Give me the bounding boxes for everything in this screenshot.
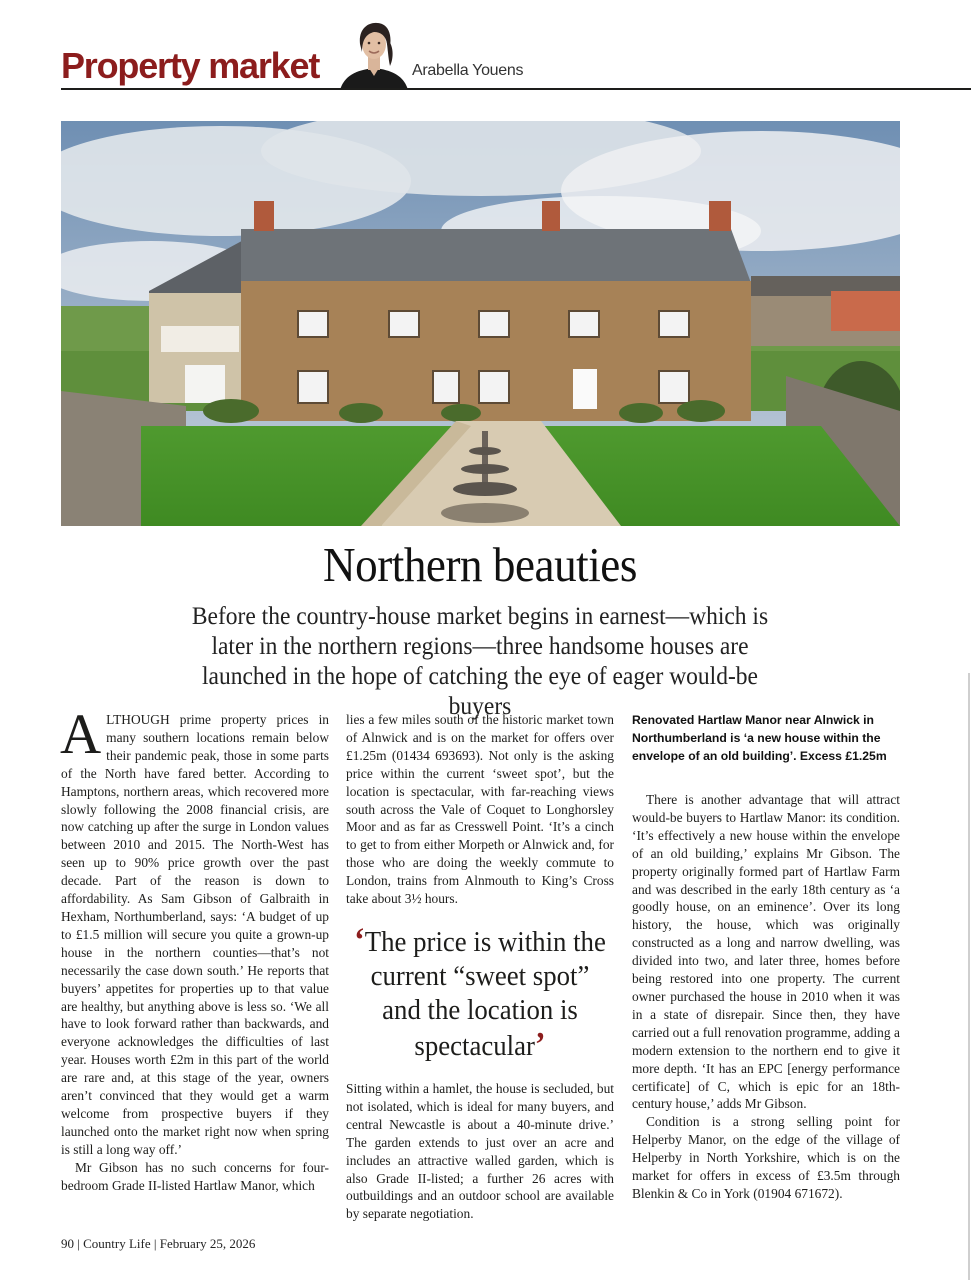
hartlaw-manor-photo [61,121,900,526]
body-paragraph: There is another advantage that will attract would-be buyers to Hartlaw Manor: its condition. ‘It’s effectively a new house within the envelope of an old building,’ explains Mr Gibson. The property originally formed part of Hartlaw Farm and was described in the early 18th century as ‘a goodly house, on an eminence’. Over its long history, the house, which was originally constructed as a long and narrow dwelling, was divided into two, and later three, homes before being restored into one property. The current owner purchased the house in 2010 when it was in a state of disrepair. Since then, they have carried out a full renovation programme, adding a modern extension to the northern end to give it more depth. ‘It has an EPC [energy performance certificate] of C, which is epic for an 18th-century house,’ adds Mr Gibson. [632,792,900,1112]
page-folio: 90 | Country Life | February 25, 2026 [61,1236,256,1251]
header-rule [61,88,971,90]
open-quote-mark: ‘ [354,921,365,959]
author-byline: Arabella Youens [412,62,524,79]
column-3 [632,711,900,1203]
drop-cap: A [60,703,102,766]
paragraph-text: prime property prices in many southern locations remain below their pandemic peak, those in some parts of the North have fared better. According to Hamptons, northern areas, which recovered more slowly following the 2008 financial crisis, are now catching up after the surge in London values between 2010 and 2015. The North-West has seen up to 90% price growth over the past decade. Part of the reason is down to affordability. As Sam Gibson of Galbraith in Hexham, Northumberland, says: ‘A budget of up to £1.5 million will secure you quite a grown-up house in the northern counties—that’s not necessarily the case down south.’ He reports that buyers’ appetites for properties up to that value are healthy, but anything above is less so. ‘We all have to look forward rather than backwards, and everyone acknowledges the difficulties of last year. Houses worth £2m in this part of the world are rare and, at this stage of the year, owners aren’t convinced that they would get a warm welcome from prospective buyers if they launched onto the market right now when spring is still a long way off.’ [61,712,329,1157]
section-title: Property market [61,45,320,86]
column-2 [346,711,614,1223]
page-edge-rule [968,673,970,1280]
body-paragraph [60,703,329,1159]
article-standfirst: Before the country-house market begins in earnest—which is later in the northern regions—three handsome houses are launched in the hope of catching the eye of eager would-be buyers [191,603,769,720]
close-quote-mark: ’ [534,1025,546,1063]
column-1 [60,703,329,1194]
article-headline: Northern beauties [323,537,637,592]
body-paragraph: Condition is a strong selling point for Helperby Manor, on the edge of the village of Helperby in North Yorkshire, which is on the market for offers in excess of £3.5m through Blenkin & Co in York (01904 671672). [632,1114,900,1201]
lead-words: LTHOUGH [106,712,170,727]
pull-quote [354,921,606,1064]
body-paragraph: Sitting within a hamlet, the house is secluded, but not isolated, which is ideal for many buyers, and central Newcastle is about a 40-minute drive.’ The garden extends to just over an acre and includes an attractive walled garden, which is also Grade II-listed; a further 26 acres with outbuildings and an outdoor school are available by separate negotiation. [346,1080,614,1222]
author-portrait [338,18,410,90]
body-paragraph: lies a few miles south of the historic market town of Alnwick and is on the market for offers over £1.25m (01434 693693). Not only is the asking price within the current ‘sweet spot’, but the location is spectacular, with far-reaching views south across the Vale of Coquet to Longhorsley Moor and as far as Cresswell Point. ‘It’s a cinch to get to from either Morpeth or Alnwick and, for those who are doing the weekly commute to London, trains from Alnmouth to King’s Cross take about 3½ hours. [346,712,614,907]
pull-quote-text: The price is within the current “sweet spot” and the location is spectacular [364,926,606,1062]
photo-caption: Renovated Hartlaw Manor near Alnwick in Northumberland is ‘a new house within the envelope of an old building’. Excess £1.25m [632,713,887,763]
body-paragraph: Mr Gibson has no such concerns for four-bedroom Grade II-listed Hartlaw Manor, which [61,1159,329,1193]
